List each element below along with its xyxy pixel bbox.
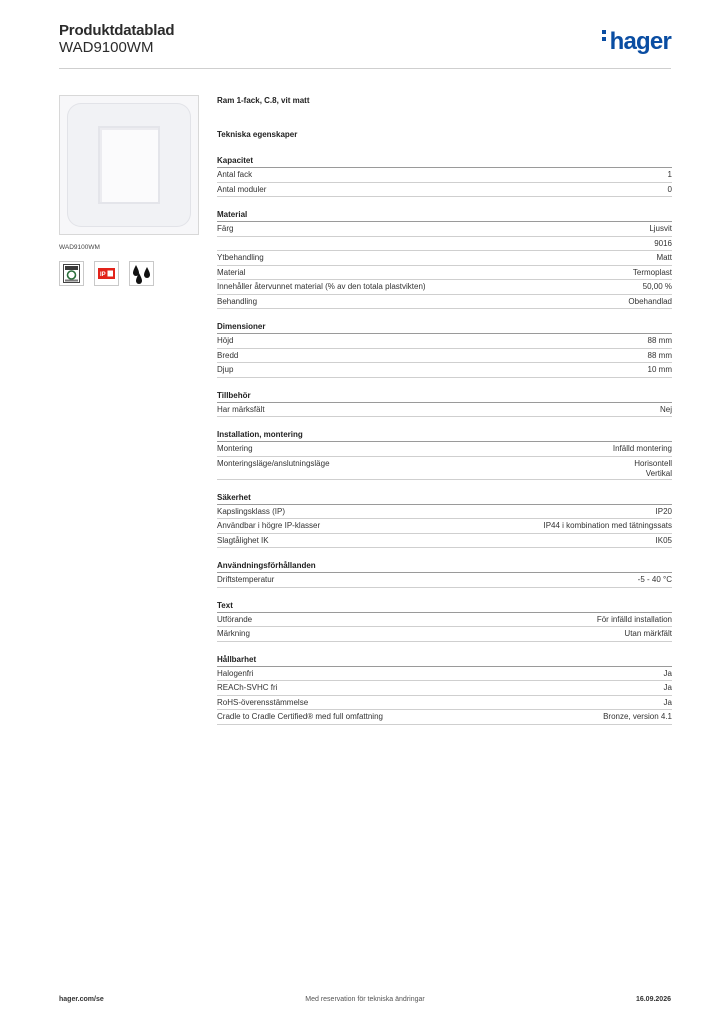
spec-value-line: Ja — [663, 683, 672, 692]
spec-label: Montering — [217, 444, 253, 453]
spec-value-line: 10 mm — [647, 365, 672, 374]
spec-value-line: -5 - 40 °C — [637, 575, 672, 584]
spec-value — [664, 683, 672, 695]
spec-value — [668, 170, 672, 182]
spec-value-line: 50,00 % — [642, 282, 672, 291]
spec-value-line: Termoplast — [632, 267, 672, 277]
frame-shape — [67, 103, 191, 227]
spec-label: Färg — [217, 224, 234, 233]
spec-value-line: 88 mm — [647, 336, 672, 345]
spec-value — [656, 507, 672, 519]
spec-label: Cradle to Cradle Certified® med full omfattning — [217, 712, 383, 721]
section-heading: Användningsförhållanden — [217, 561, 672, 573]
spec-row — [217, 251, 672, 266]
spec-value-line: Utan märkfält — [624, 629, 672, 638]
spec-row — [217, 349, 672, 364]
product-code: WAD9100WM — [59, 39, 154, 56]
spec-value — [664, 698, 672, 710]
spec-value — [664, 669, 672, 681]
spec-label: Material — [217, 267, 246, 277]
spec-label: RoHS-överensstämmelse — [217, 697, 309, 707]
spec-section — [217, 210, 672, 309]
spec-value — [648, 351, 672, 363]
spec-row — [217, 334, 672, 349]
spec-row — [217, 457, 672, 480]
spec-row — [217, 710, 672, 725]
spec-section — [217, 561, 672, 588]
image-caption: WAD9100WM — [59, 244, 100, 251]
footer-date: 16.09.2026 — [635, 996, 671, 1003]
spec-value-line: 1 — [667, 170, 672, 179]
spec-row — [217, 613, 672, 628]
spec-section — [217, 430, 672, 480]
section-heading: Installation, montering — [217, 430, 672, 442]
section-heading: Säkerhet — [217, 493, 672, 505]
spec-value — [643, 282, 672, 294]
spec-value-line: Nej — [659, 404, 672, 414]
spec-value-line: Ljusvit — [649, 224, 672, 233]
spec-value-line: 88 mm — [647, 350, 672, 360]
section-heading: Kapacitet — [217, 156, 672, 168]
document-title: Produktdatablad — [59, 22, 175, 39]
ip-rating-icon — [94, 261, 119, 286]
spec-value-line: Ja — [663, 697, 672, 707]
spec-row — [217, 667, 672, 682]
spec-label: Innehåller återvunnet material (% av den totala plastvikten) — [217, 282, 426, 291]
spec-section — [217, 655, 672, 725]
svg-text:IP: IP — [100, 272, 106, 278]
spec-value — [648, 336, 672, 348]
section-heading: Dimensioner — [217, 322, 672, 334]
footer-disclaimer: Med reservation för tekniska ändringar — [305, 996, 425, 1003]
spec-label: Utförande — [217, 614, 253, 624]
spec-value — [543, 521, 672, 533]
spec-row — [217, 505, 672, 520]
spec-row — [217, 627, 672, 642]
spec-row — [217, 442, 672, 457]
spec-label: Slagtålighet IK — [217, 535, 269, 545]
spec-value — [660, 405, 672, 417]
spec-value — [634, 459, 672, 479]
product-name: Ram 1-fack, C.8, vit matt — [217, 96, 310, 105]
spec-label: REACh-SVHC fri — [217, 683, 278, 692]
spec-label: Bredd — [217, 350, 239, 360]
spec-section — [217, 493, 672, 549]
spec-row — [217, 363, 672, 378]
spec-row — [217, 295, 672, 310]
spec-value — [603, 712, 672, 724]
product-visual-column — [59, 95, 199, 286]
spec-row — [217, 403, 672, 418]
spec-value — [648, 365, 672, 377]
spec-value-line: Bronze, version 4.1 — [603, 712, 672, 721]
spec-label: Ytbehandling — [217, 253, 264, 262]
spec-value-line: Ja — [663, 668, 672, 678]
spec-value-line: 9016 — [654, 238, 672, 248]
spec-label: Märkning — [217, 629, 250, 638]
spec-value — [597, 615, 672, 627]
spec-label: Användbar i högre IP-klasser — [217, 521, 321, 530]
spec-value-line: IP44 i kombination med tätningssats — [543, 521, 672, 530]
spec-label: Djup — [217, 365, 234, 374]
spec-section — [217, 322, 672, 378]
spec-label: Monteringsläge/anslutningsläge — [217, 458, 330, 468]
spec-row — [217, 681, 672, 696]
spec-value — [613, 444, 672, 456]
spec-row — [217, 168, 672, 183]
spec-row — [217, 266, 672, 281]
spec-label: Höjd — [217, 336, 234, 345]
spec-section — [217, 601, 672, 642]
certification-badges — [59, 261, 199, 286]
spec-label: Behandling — [217, 296, 258, 306]
spec-label: Antal moduler — [217, 184, 267, 194]
spec-label: Kapslingsklass (IP) — [217, 506, 286, 516]
spec-label: Antal fack — [217, 170, 253, 179]
spec-value-line: Vertikal — [645, 468, 672, 478]
frame-opening — [98, 126, 160, 204]
logo-dots-icon — [602, 30, 608, 44]
spec-value — [656, 253, 672, 265]
section-heading: Hållbarhet — [217, 655, 672, 667]
spec-row — [217, 183, 672, 198]
spec-value — [633, 268, 672, 280]
spec-row — [217, 519, 672, 534]
spec-row — [217, 280, 672, 295]
cradle-to-cradle-icon — [59, 261, 84, 286]
spec-value — [654, 239, 672, 251]
spec-value — [656, 536, 672, 548]
spec-row — [217, 696, 672, 711]
spec-label: Driftstemperatur — [217, 575, 275, 584]
spec-section — [217, 156, 672, 197]
spec-row — [217, 573, 672, 588]
spec-value-line: IP20 — [655, 506, 672, 516]
section-heading: Material — [217, 210, 672, 222]
page-header — [59, 20, 671, 69]
spec-value — [649, 224, 672, 236]
section-heading: Text — [217, 601, 672, 613]
spec-value — [628, 297, 672, 309]
spec-value — [638, 575, 672, 587]
spec-row — [217, 237, 672, 252]
technical-heading: Tekniska egenskaper — [217, 130, 298, 139]
spec-value-line: Horisontell — [634, 458, 672, 468]
product-image — [59, 95, 199, 235]
spec-label: Har märksfält — [217, 404, 265, 414]
spec-value-line: Infälld montering — [612, 444, 672, 453]
spec-value-line: Obehandlad — [628, 296, 672, 306]
spec-value-line: IK05 — [655, 535, 672, 545]
spec-value — [624, 629, 672, 641]
section-heading: Tillbehör — [217, 391, 672, 403]
spec-value-line: 0 — [667, 184, 672, 194]
spec-row — [217, 534, 672, 549]
hager-logo: hager — [602, 28, 671, 56]
spec-sections — [217, 156, 672, 725]
spec-value — [668, 185, 672, 197]
datasheet-content — [217, 96, 672, 725]
spec-row — [217, 222, 672, 237]
water-drops-icon — [129, 261, 154, 286]
spec-value-line: För infälld installation — [596, 614, 672, 624]
spec-label: Halogenfri — [217, 668, 254, 678]
footer-website-link[interactable]: hager.com/se — [59, 996, 104, 1003]
spec-value-line: Matt — [656, 253, 672, 262]
spec-section — [217, 391, 672, 418]
